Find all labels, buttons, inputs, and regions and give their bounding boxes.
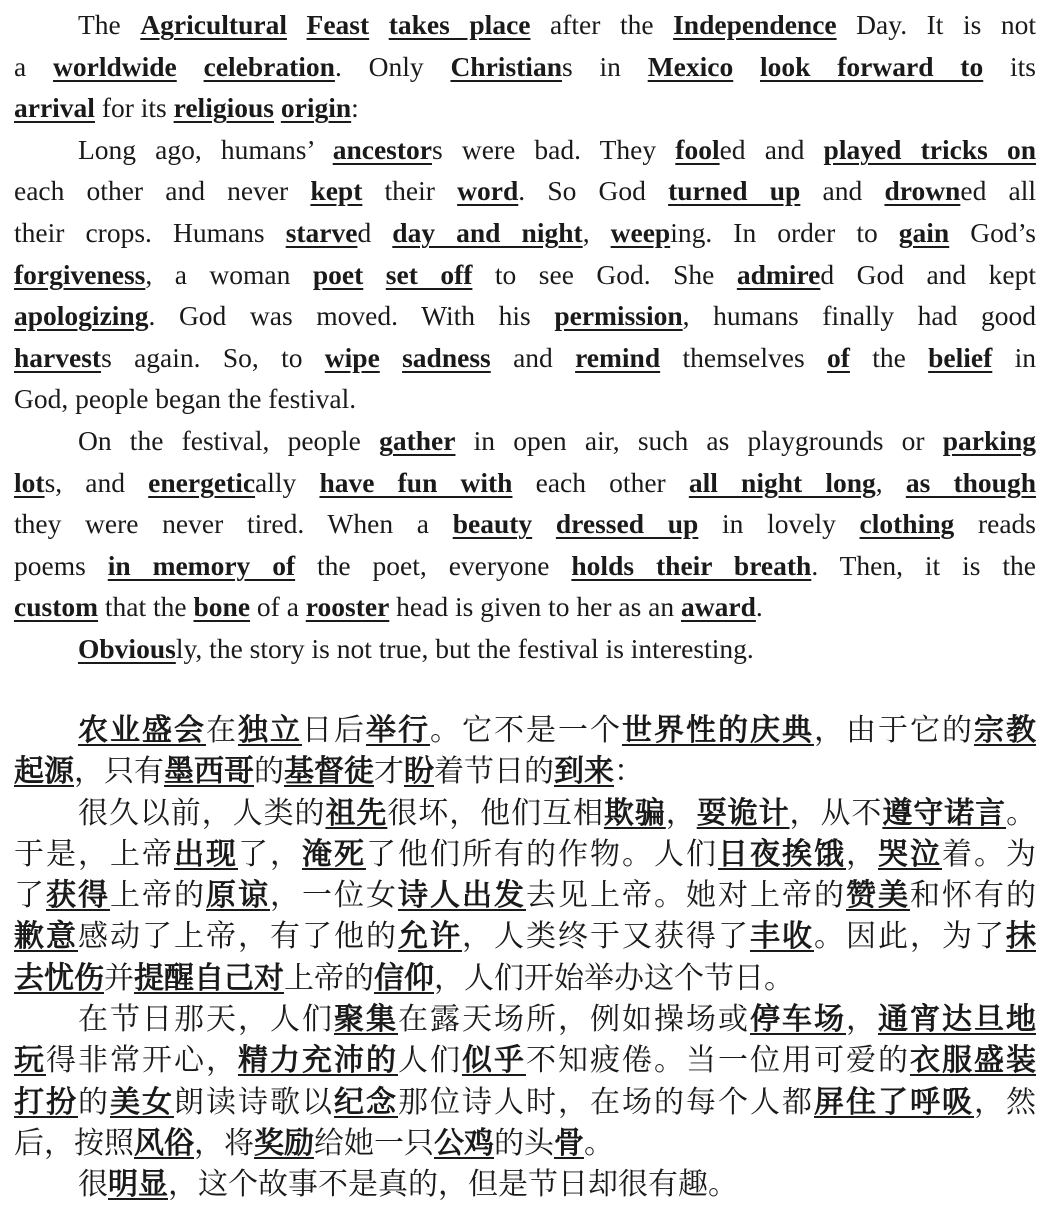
vocabulary-term: ancestor [332,133,432,165]
text-run: they were never tired. When a [14,508,453,540]
vocabulary-term: Mexico [647,50,734,82]
english-line [14,129,1036,171]
text-run: 人们 [398,1043,462,1079]
text-run: 感动了上帝，有了他的 [78,919,398,955]
vocabulary-term: holds their breath [571,549,812,581]
text-run: , [582,216,611,248]
text-run: 那位诗人时，在场的每个人都 [398,1084,814,1120]
text-run: 于是，上帝 [14,836,174,872]
english-line [14,545,1036,587]
vocabulary-term: sadness [402,341,491,373]
vocabulary-term: remind [575,341,661,373]
vocabulary-term: 淹死 [302,836,366,872]
text-run: ，由于它的 [814,713,974,748]
chinese-line [14,834,1036,875]
vocabulary-term: 哭泣 [878,836,942,872]
text-run: s, and [44,466,149,498]
text-run: poems [14,549,108,581]
text-run: ， [846,1002,878,1038]
text-run: 并 [104,960,134,996]
text-run [380,342,402,373]
vocabulary-term: 衣服盛装 [910,1043,1036,1079]
text-run: and [800,175,885,207]
vocabulary-term: 精力充沛的 [238,1043,398,1079]
vocabulary-term: 似乎 [462,1043,526,1079]
vocabulary-term: 墨西哥 [164,754,254,790]
text-run: s were bad. They [432,133,676,165]
text-run [369,9,389,40]
vocabulary-term: 欺骗 [603,795,666,831]
text-run: in lovely [698,508,860,540]
text-run: : [351,92,359,124]
vocabulary-term: 纪念 [334,1084,398,1120]
chinese-line [14,710,1036,751]
vocabulary-term: word [457,175,519,207]
english-line [14,586,1036,628]
text-run: . Then, it is the [811,549,1036,581]
text-run: head is given to her as an [389,591,681,623]
english-line [14,4,1036,46]
vocabulary-term: set off [385,258,473,290]
text-run: ，然 [974,1084,1036,1120]
text-run: ，一位女 [270,878,398,914]
vocabulary-term: 原谅 [206,878,270,914]
text-run: 在 [206,713,238,748]
english-line [14,628,1036,670]
vocabulary-term: 允许 [398,919,462,955]
text-run: 了他们所有的作物。人们 [366,836,718,872]
text-run: 给她一只 [314,1125,434,1161]
vocabulary-term: dressed up [555,508,699,540]
text-run: d [357,216,393,248]
vocabulary-term: permission [554,300,683,332]
vocabulary-term: rooster [305,591,390,623]
text-run: 在露天场所，例如操场或 [398,1002,750,1038]
text-run: 。它不是一个 [430,713,622,748]
text-run: , [875,466,906,498]
vocabulary-term: poet [312,258,364,290]
text-run: its [983,50,1037,82]
vocabulary-term: 祖先 [325,795,388,831]
text-run: their [362,175,458,207]
vocabulary-term: celebration [203,50,335,82]
vocabulary-term: of [826,341,850,373]
text-run: themselves [660,341,827,373]
text-run: , a woman [145,258,313,290]
vocabulary-term: 独立 [238,713,302,748]
vocabulary-term: 赞美 [846,878,910,914]
chinese-line [14,916,1036,957]
vocabulary-term: fool [675,133,720,165]
vocabulary-term: 美女 [110,1084,174,1120]
text-run: 和怀有的 [910,878,1036,914]
text-run: ，从不 [789,795,883,831]
vocabulary-term: award [681,591,756,623]
text-run: s in [561,50,648,82]
vocabulary-term: 到来 [554,754,614,790]
text-run: ly, the story is not true, but the festival is interesting. [175,632,754,664]
english-line [14,420,1036,462]
vocabulary-term: 玩 [14,1043,46,1079]
text-run: ，人类终于又获得了 [462,919,750,955]
text-run: God’s [949,216,1036,248]
text-run: each other [512,466,689,498]
text-run: 。 [1006,795,1037,831]
text-run: each other and never [14,175,311,207]
vocabulary-term: 遵守诺言 [882,795,1007,831]
vocabulary-term: in memory of [107,549,296,581]
vocabulary-term: worldwide [53,50,177,82]
text-run: 日后 [302,713,366,748]
text-run: 才 [374,754,404,790]
text-run: 不知疲倦。当一位用可爱的 [526,1043,910,1079]
text-run: 了 [14,878,46,914]
english-line [14,87,1036,129]
text-run [287,9,307,40]
vocabulary-term: beauty [452,508,533,540]
vocabulary-term: Independence [673,9,837,40]
text-run: 的头 [494,1125,554,1161]
text-run: 得非常开心， [46,1043,238,1079]
vocabulary-term: 出现 [174,836,238,872]
text-run: 很坏，他们互相 [387,795,604,831]
vocabulary-term: turned up [668,175,801,207]
vocabulary-term: 丰收 [750,919,814,955]
text-run: 的 [78,1084,110,1120]
text-run: ，这个故事不是真的，但是节日却很有趣。 [168,1167,738,1203]
vocabulary-term: 诗人出发 [398,878,526,914]
vocabulary-term: as though [905,466,1036,498]
text-run: . Only [334,50,451,82]
vocabulary-term: lot [14,466,45,498]
vocabulary-term: look forward to [760,50,984,82]
vocabulary-term: 打扮 [14,1084,78,1120]
chinese-line [14,793,1036,834]
chinese-line [14,958,1036,999]
text-run [532,508,556,539]
vocabulary-term: religious [173,92,274,124]
text-run: ： [614,754,644,790]
text-run: 在节日那天，人们 [78,1002,334,1038]
text-run: ing. In order to [670,216,899,248]
vocabulary-term: 聚集 [334,1002,398,1038]
vocabulary-term: 盼 [404,754,434,790]
text-run: 去见上帝。她对上帝的 [526,878,846,914]
vocabulary-term: 停车场 [750,1002,846,1038]
chinese-line [14,1164,1036,1205]
chinese-line [14,999,1036,1040]
vocabulary-term: custom [14,591,99,623]
vocabulary-term: gather [379,424,456,456]
text-run: a [14,50,54,82]
vocabulary-term: 农业盛会 [78,713,206,748]
english-line [14,295,1036,337]
text-run [363,259,386,290]
text-run: for its [94,92,174,124]
text-run: ally [255,466,320,498]
vocabulary-term: 通宵达旦地 [878,1002,1036,1038]
text-run: ed all [960,175,1036,207]
chinese-line [14,1082,1036,1123]
text-run: after the [530,9,674,40]
vocabulary-term: have fun with [319,466,513,498]
vocabulary-term: kept [310,175,363,207]
text-run: . God was moved. With his [148,300,555,332]
vocabulary-term: gain [898,216,950,248]
text-run: that the [98,591,194,623]
text-run: ， [665,795,697,831]
text-run: 的 [254,754,284,790]
text-run: 很久以前，人类的 [78,795,326,831]
english-line [14,254,1036,296]
text-run: Long ago, humans’ [78,133,333,165]
text-run: d God and kept [820,258,1036,290]
vocabulary-term: harvest [14,341,102,373]
text-run: , humans finally had good [682,300,1036,332]
text-run: ，人们开始举办这个节日。 [434,960,794,996]
chinese-line [14,1123,1036,1164]
text-run: ，只有 [74,754,164,790]
text-run: in [992,341,1036,373]
vocabulary-term: Agricultural [140,9,287,40]
vocabulary-term: weep [610,216,671,248]
text-run: . [755,591,763,623]
text-run: to see God. She [472,258,737,290]
chinese-line [14,751,1036,792]
vocabulary-term: admire [736,258,821,290]
text-run: ， [846,836,878,872]
vocabulary-term: takes place [388,9,531,40]
text-run: their crops. Humans [14,216,286,248]
text-run: God, people began the festival. [14,383,357,415]
text-run: 。 [584,1125,614,1161]
text-run: 着。为 [942,836,1036,872]
vocabulary-term: 公鸡 [434,1125,494,1161]
vocabulary-term: 去忧伤 [14,960,104,996]
vocabulary-term: 抹 [1006,919,1036,955]
vocabulary-term: parking [942,424,1036,456]
english-line [14,462,1036,504]
text-run: 了， [238,836,302,872]
vocabulary-term: origin [280,92,352,124]
text-run: On the festival, people [78,424,380,456]
english-line [14,503,1036,545]
text-run: of a [250,591,306,623]
vocabulary-term: energetic [148,466,256,498]
vocabulary-term: 骨 [554,1125,584,1161]
vocabulary-term: 宗教 [974,713,1036,748]
vocabulary-term: Christian [450,50,562,82]
english-line [14,378,1036,420]
vocabulary-term: bone [193,591,251,623]
text-run [733,51,760,82]
vocabulary-term: drown [884,175,961,207]
vocabulary-term: 举行 [366,713,430,748]
text-run: s again. So, to [101,341,325,373]
text-run: the [849,341,929,373]
vocabulary-term: 奖励 [254,1125,314,1161]
chinese-line [14,1040,1036,1081]
vocabulary-term: Obvious [78,632,176,664]
text-run: and [490,341,576,373]
text-run: in open air, such as playgrounds or [455,424,943,456]
vocabulary-term: 提醒自己对 [134,960,284,996]
vocabulary-term: 明显 [108,1167,168,1203]
vocabulary-term: 基督徒 [284,754,374,790]
vocabulary-term: 耍诡计 [696,795,790,831]
vocabulary-term: 起源 [14,754,74,790]
vocabulary-term: 日夜挨饿 [718,836,846,872]
text-run: Day. It is not [836,9,1037,40]
text-run: reads [954,508,1037,540]
text-run: 后，按照 [14,1125,134,1161]
english-line [14,337,1036,379]
vocabulary-term: wipe [324,341,380,373]
text-run [274,92,281,123]
text-run: 上帝的 [110,878,206,914]
vocabulary-term: all night long [688,466,876,498]
text-run: 。因此，为了 [814,919,1006,955]
vocabulary-term: forgiveness [14,258,146,290]
chinese-translation [14,710,1036,1206]
text-run: The [78,9,141,40]
vocabulary-term: Feast [306,9,370,40]
vocabulary-term: 风俗 [134,1125,194,1161]
text-run: . So God [518,175,669,207]
vocabulary-term: played tricks on [823,133,1037,165]
vocabulary-term: day and night [392,216,583,248]
text-run: 很 [78,1167,108,1203]
vocabulary-term: 屏住了呼吸 [814,1084,974,1120]
text-run: ，将 [194,1125,254,1161]
vocabulary-term: starve [285,216,358,248]
vocabulary-term: apologizing [14,300,149,332]
text-run: ed and [719,133,824,165]
text-run: 着节日的 [434,754,554,790]
english-line [14,46,1036,88]
text-run: 朗读诗歌以 [174,1084,334,1120]
text-run: 上帝的 [284,960,374,996]
vocabulary-term: 世界性的庆典 [622,713,814,748]
english-line [14,212,1036,254]
text-run: the poet, everyone [295,549,572,581]
english-line [14,170,1036,212]
vocabulary-term: 获得 [46,878,110,914]
chinese-line [14,875,1036,916]
vocabulary-term: arrival [14,92,95,124]
vocabulary-term: belief [928,341,993,373]
vocabulary-term: 信仰 [374,960,434,996]
vocabulary-term: clothing [859,508,955,540]
text-run [177,51,204,82]
vocabulary-term: 歉意 [14,919,78,955]
english-passage [14,4,1036,670]
